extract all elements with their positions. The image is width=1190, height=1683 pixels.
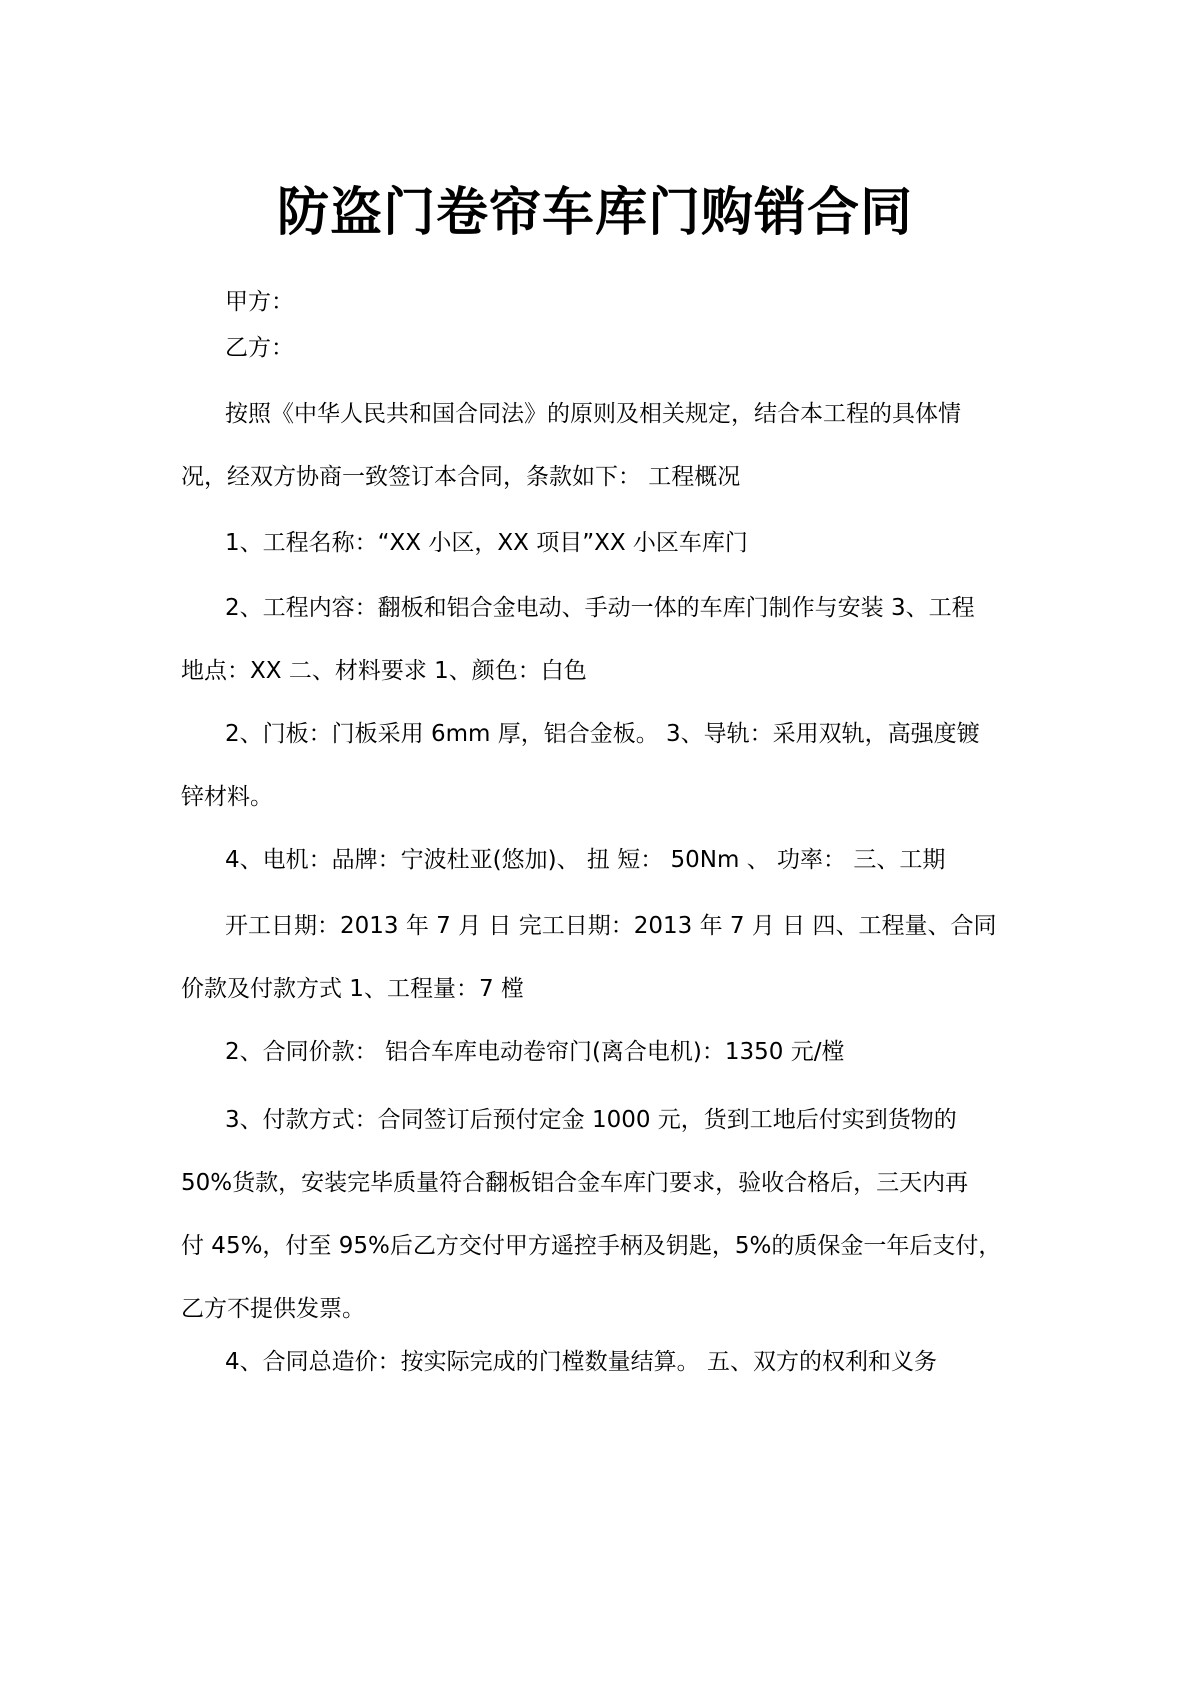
paragraph-line: 价款及付款方式 1、工程量：7 樘 bbox=[181, 976, 524, 1002]
schedule-paragraph bbox=[181, 895, 1041, 1021]
paragraph-line: 4、电机：品牌：宁波杜亚(悠加)、 扭 短： 50Nm 、 功率： 三、工期 bbox=[225, 847, 946, 873]
paragraph-line: 按照《中华人民共和国合同法》的原则及相关规定，结合本工程的具体情 bbox=[225, 401, 961, 427]
paragraph-line: 4、合同总造价：按实际完成的门樘数量结算。 五、双方的权利和义务 bbox=[225, 1349, 937, 1375]
paragraph-line: 3、付款方式：合同签订后预付定金 1000 元，货到工地后付实到货物的 bbox=[225, 1107, 957, 1133]
paragraph-line: 2、工程内容：翻板和铝合金电动、手动一体的车库门制作与安装 3、工程 bbox=[225, 595, 975, 621]
contract-price-paragraph bbox=[181, 1021, 1041, 1084]
paragraph-line: 况，经双方协商一致签订本合同，条款如下： 工程概况 bbox=[181, 464, 741, 490]
document-title: 防盗门卷帘车库门购销合同 bbox=[276, 183, 913, 243]
paragraph-line: 乙方不提供发票。 bbox=[181, 1296, 365, 1322]
project-content-paragraph bbox=[181, 577, 1041, 703]
preamble-paragraph bbox=[181, 383, 1041, 509]
paragraph-line: 地点：XX 二、材料要求 1、颜色：白色 bbox=[181, 658, 587, 684]
paragraph-line: 50%货款，安装完毕质量符合翻板铝合金车库门要求，验收合格后，三天内再 bbox=[181, 1170, 969, 1196]
party-b-line bbox=[181, 317, 1041, 380]
total-cost-paragraph bbox=[181, 1331, 1041, 1394]
payment-terms-paragraph bbox=[181, 1089, 1041, 1341]
paragraph-line: 乙方： bbox=[225, 335, 294, 361]
paragraph-line: 锌材料。 bbox=[181, 784, 273, 810]
paragraph-line: 2、门板：门板采用 6mm 厚，铝合金板。 3、导轨：采用双轨，高强度镀 bbox=[225, 721, 980, 747]
paragraph-line: 甲方： bbox=[225, 289, 294, 315]
paragraph-line: 付 45%，付至 95%后乙方交付甲方遥控手柄及钥匙，5%的质保金一年后支付， bbox=[181, 1233, 1002, 1259]
paragraph-line: 开工日期：2013 年 7 月 日 完工日期：2013 年 7 月 日 四、工程量、合同 bbox=[225, 913, 997, 939]
project-name-paragraph bbox=[181, 512, 1041, 575]
paragraph-line: 1、工程名称：“XX 小区，XX 项目”XX 小区车库门 bbox=[225, 530, 748, 556]
paragraph-line: 2、合同价款： 铝合车库电动卷帘门(离合电机)：1350 元/樘 bbox=[225, 1039, 845, 1065]
motor-paragraph bbox=[181, 829, 1041, 892]
door-panel-paragraph bbox=[181, 703, 1041, 829]
